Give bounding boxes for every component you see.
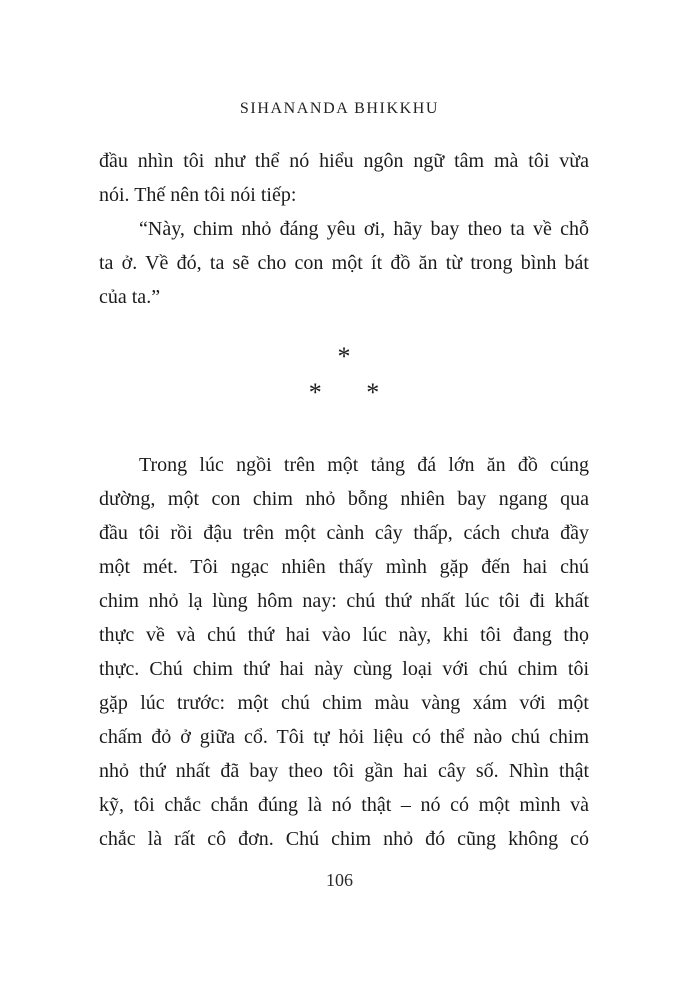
- text-line: gặp lúc trước: một chú chim màu vàng xám với một: [99, 692, 589, 714]
- text-line: chắc là rất cô đơn. Chú chim nhỏ đó cũng không có: [99, 828, 589, 850]
- divider-asterisk: *: [366, 378, 380, 407]
- text-block-bottom: [99, 448, 589, 856]
- text-line: thực. Chú chim thứ hai này cùng loại với chú chim tôi: [99, 658, 589, 680]
- paragraph: [99, 144, 589, 212]
- text-line: chấm đỏ ở giữa cổ. Tôi tự hỏi liệu có thể nào chú chim: [99, 726, 589, 748]
- text-line: nhỏ thứ nhất đã bay theo tôi gần hai cây số. Nhìn thật: [99, 760, 589, 782]
- text-line: “Này, chim nhỏ đáng yêu ơi, hãy bay theo ta về chỗ: [139, 218, 589, 240]
- text-line: một mét. Tôi ngạc nhiên thấy mình gặp đến hai chú: [99, 556, 589, 578]
- divider-row-bottom: [99, 378, 589, 414]
- text-line: thực về và chú thứ hai vào lúc này, khi tôi đang thọ: [99, 624, 589, 646]
- paragraph: [99, 448, 589, 856]
- text-line: của ta.”: [99, 286, 161, 308]
- text-line: ta ở. Về đó, ta sẽ cho con một ít đồ ăn từ trong bình bát: [99, 252, 589, 274]
- text-line: chim nhỏ lạ lùng hôm nay: chú thứ nhất lúc tôi đi khất: [99, 590, 589, 612]
- divider-row-top: [99, 342, 589, 378]
- text-line: đầu tôi rồi đậu trên một cành cây thấp, cách chưa đầy: [99, 522, 589, 544]
- running-head: SIHANANDA BHIKKHU: [239, 100, 440, 117]
- body-text: [99, 144, 589, 856]
- text-line: Trong lúc ngồi trên một tảng đá lớn ăn đồ cúng: [139, 454, 589, 476]
- text-line: dường, một con chim nhỏ bỗng nhiên bay ngang qua: [99, 488, 589, 510]
- text-block-top: [99, 144, 589, 314]
- page-number: 106: [326, 870, 353, 890]
- text-line: nói. Thế nên tôi nói tiếp:: [99, 184, 297, 206]
- paragraph: [99, 212, 589, 314]
- text-line: kỹ, tôi chắc chắn đúng là nó thật – nó có một mình và: [99, 794, 589, 816]
- divider-asterisk: *: [308, 378, 322, 407]
- text-line: đầu nhìn tôi như thể nó hiểu ngôn ngữ tâm mà tôi vừa: [99, 150, 589, 172]
- divider-asterisk: *: [337, 342, 351, 371]
- section-divider: [99, 314, 589, 448]
